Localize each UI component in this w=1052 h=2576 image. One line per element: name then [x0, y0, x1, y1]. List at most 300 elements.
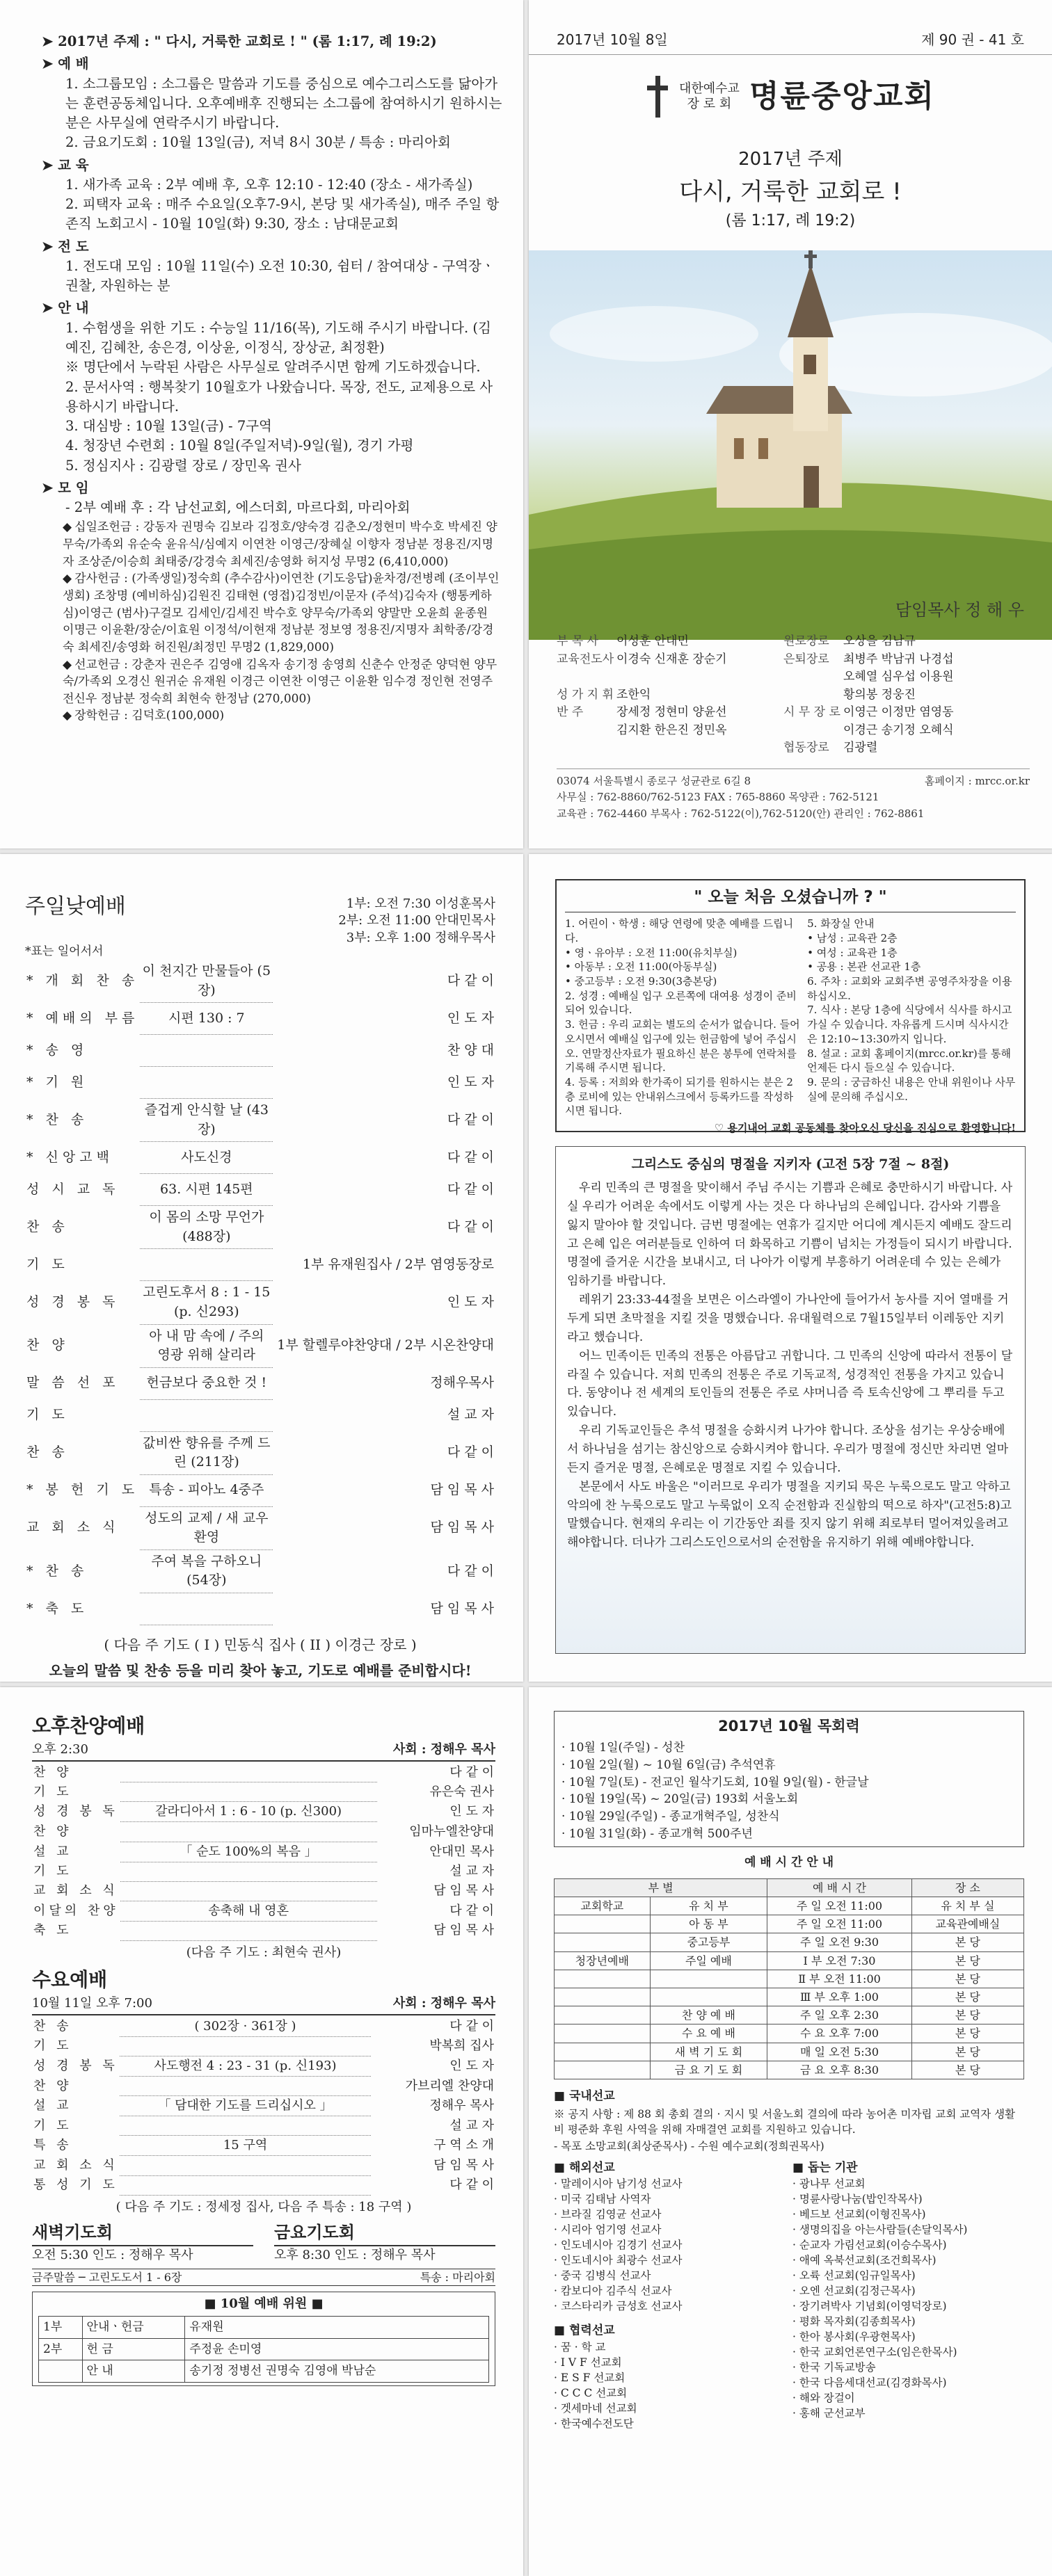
- worship-content: [120, 1921, 377, 1940]
- schedule-cell: 주 일 오후 2:30: [767, 2006, 912, 2024]
- worship-row: [25, 1549, 495, 1593]
- worship-content: [140, 1399, 273, 1431]
- worship-content: [140, 1067, 273, 1099]
- worship-role: 기 도: [33, 1864, 72, 1879]
- worship-row: [32, 2096, 495, 2116]
- relief-entry: · 한국 다음세대선교(김경화목사): [792, 2375, 1024, 2390]
- worship-leader: 다 같 이: [449, 1903, 494, 1918]
- duty-cell: 안 내: [82, 2360, 185, 2383]
- worship-leader: 유은숙 권사: [429, 1784, 494, 1799]
- worship-role: 찬 양: [33, 2078, 72, 2093]
- worship-content: [120, 1782, 377, 1802]
- announcement-item: 3. 대심방 : 10월 13일(금) - 7구역: [65, 418, 272, 435]
- schedule-cell: 교회학교: [555, 1897, 651, 1915]
- afternoon-next: (다음 주 기도 : 최현숙 권사): [186, 1945, 342, 1961]
- schedule-cell: 금 요 기 도 회: [650, 2061, 767, 2079]
- schedule-cell: 주 일 오전 11:00: [767, 1915, 912, 1933]
- worship-role: 교 회 소 식: [33, 1883, 118, 1899]
- schedule-row: [555, 2024, 1024, 2043]
- wednesday-title: 수요예배: [32, 1968, 108, 1992]
- worship-leader: 인 도 자: [447, 1294, 494, 1310]
- announcement-sections: [42, 54, 502, 517]
- worship-role: 기 도: [33, 1784, 72, 1799]
- meditation-paragraph: 레위기 23:33-44절을 보면은 이스라엘이 가나안에 들어가서 농사를 지어 열매를 거두게 되면 초막절을 지킬 것을 명했습니다. 유대월력으로 7월15일부터 이레동안 지키라고 했습니다.: [567, 1293, 1009, 1344]
- schedule-cell: Ⅲ 부 오후 1:00: [767, 1988, 912, 2006]
- theme-line: ➤ 2017년 주제 : " 다시, 거룩한 교회로 ! " (롬 1:17, 례 19:2): [42, 32, 502, 51]
- worship-role: 말 씀 선 포: [26, 1375, 120, 1391]
- dawn-title: 새벽기도회: [32, 2222, 113, 2242]
- denomination-line-1: 대한예수교: [679, 81, 740, 97]
- worship-role: 찬 송: [26, 1444, 69, 1460]
- section-heading: ➤ 예 배: [42, 54, 502, 74]
- staff-cell: [783, 686, 843, 705]
- schedule-cell: 본 당: [911, 2024, 1023, 2043]
- staff-row: [557, 633, 1030, 651]
- dawn-info: 오전 5:30 인도 : 정해우 목사: [32, 2245, 253, 2264]
- worship-content: 63. 시편 145편: [140, 1174, 273, 1206]
- worship-leader: 담 임 목 사: [430, 1520, 494, 1536]
- worship-row: [32, 1822, 495, 1842]
- relief-entry: · 평화 목자회(김종희목사): [792, 2314, 1024, 2329]
- worship-role: 찬 양: [33, 1764, 72, 1780]
- schedule-cell: [555, 1915, 651, 1933]
- staff-cell: 이영근 이정만 염영동: [843, 705, 954, 719]
- afternoon-time: 오후 2:30: [32, 1741, 88, 1757]
- announcement-item: 2. 피택자 교육 : 매주 수요일(오후7-9시, 본당 및 새가족실), 매주 주일 항존직 노회고시 - 10월 10일(화) 9:30, 장소 : 남대문교회: [65, 196, 500, 232]
- worship-role: 찬 양: [33, 1824, 72, 1839]
- schedule-title: 예 배 시 간 안 내: [744, 1855, 834, 1870]
- worship-content: [120, 2116, 372, 2136]
- worship-leader: 설 교 자: [447, 1407, 494, 1423]
- announcement-item: ※ 명단에서 누락된 사람은 사무실로 알려주시면 함께 기도하겠습니다.: [65, 359, 481, 376]
- relief-entry: · 광나무 선교회: [792, 2176, 1024, 2191]
- overseas-entry: · 코스타리카 금성호 선교사: [554, 2299, 786, 2314]
- schedule-cell: [650, 1988, 767, 2006]
- staff-cell: 원로장로: [783, 634, 829, 648]
- announcement-item: 1. 전도대 모임 : 10월 11일(수) 오전 10:30, 쉼터 / 참여대상 - 구역장ㆍ권찰, 자원하는 분: [65, 257, 495, 294]
- worship-leader: 다 같 이: [447, 1219, 494, 1235]
- relief-orgs-title: ■ 돕는 기관: [792, 2159, 1024, 2177]
- newcomer-info: 3. 헌금 : 우리 교회는 별도의 순서가 없습니다. 들어 오시면서 예배실 입구에 있는 헌금함에 넣어 주십시오. 연말정산자료가 필요하신 분은 봉투에 연락처를 기록해 주시면 됩니다.: [565, 1018, 800, 1074]
- worship-role: * 기 원: [26, 1074, 88, 1090]
- worship-row: [25, 1593, 495, 1625]
- schedule-row: [555, 1897, 1024, 1915]
- senior-pastor: 담임목사 정 해 우: [895, 600, 1024, 620]
- newcomer-info: 1. 어린이ㆍ학생 : 해당 연령에 맞춘 예배를 드립니다.: [565, 917, 794, 945]
- duty-cell: 1부: [39, 2316, 83, 2338]
- schedule-cell: Ⅰ 부 오전 7:30: [767, 1951, 912, 1970]
- schedule-cell: [555, 2024, 651, 2043]
- newcomer-info: • 아동부 : 오전 11:00(아동부실): [565, 960, 717, 974]
- relief-entry: · 한국 기독교방송: [792, 2360, 1024, 2375]
- worship-leader: 인 도 자: [449, 1804, 494, 1819]
- worship-row: [32, 2017, 495, 2037]
- worship-content: [120, 2077, 372, 2096]
- worship-row: [25, 960, 495, 1003]
- overseas-entry: · 인도네시아 최광수 선교사: [554, 2253, 786, 2268]
- duty-cell: 주정윤 손미영: [185, 2338, 489, 2360]
- schedule-cell: 금 요 오후 8:30: [767, 2061, 912, 2079]
- schedule-cell: 본 당: [911, 2061, 1023, 2079]
- worship-row: [32, 2175, 495, 2195]
- offering-list: [63, 519, 502, 725]
- domestic-missions-title: ■ 국내선교: [554, 2088, 1024, 2105]
- afternoon-leader: 사회 : 정해우 목사: [392, 1741, 495, 1757]
- offering-entry: ◆ 장학헌금 : 김덕호(100,000): [63, 707, 502, 725]
- worship-row: [25, 1035, 495, 1067]
- schedule-header: 부 별: [555, 1878, 767, 1897]
- worship-content: 값비싼 향유를 주께 드린 (211장): [140, 1431, 273, 1474]
- church-calendar: [554, 1711, 1024, 1847]
- worship-row: [32, 1921, 495, 1940]
- meditation-column: [555, 1146, 1026, 1654]
- worship-content: [140, 1593, 273, 1625]
- worship-content: 송축해 내 영혼: [120, 1901, 377, 1921]
- worship-content: 고린도후서 8 : 1 - 15 (p. 신293): [140, 1281, 273, 1324]
- duty-cell: [39, 2360, 83, 2383]
- wednesday-time: 10월 11일 오후 7:00: [32, 1995, 152, 2011]
- worship-leader: 담 임 목 사: [433, 2157, 494, 2173]
- schedule-row: [555, 1951, 1024, 1970]
- worship-role: * 축 도: [26, 1600, 88, 1616]
- worship-leader: 인 도 자: [447, 1074, 494, 1090]
- overseas-entry: · 미국 김태남 사역자: [554, 2191, 786, 2207]
- announcement-item: - 2부 예배 후 : 각 남선교회, 에스더회, 마르다회, 마리아회: [65, 499, 411, 516]
- staff-cell: 부 목 사: [557, 634, 599, 648]
- schedule-cell: 본 당: [911, 2043, 1023, 2061]
- worship-leader: 다 같 이: [447, 973, 494, 989]
- section-heading: ➤ 교 육: [42, 156, 502, 175]
- staff-row: [557, 704, 1030, 722]
- staff-row: [557, 651, 1030, 669]
- schedule-row: [555, 1970, 1024, 1988]
- staff-cell: 장세정 정현미 양윤선: [616, 705, 727, 719]
- schedule-cell: 교육관예배실: [911, 1915, 1023, 1933]
- worship-role: 찬 송: [33, 2019, 72, 2034]
- worship-content: [120, 1763, 377, 1782]
- newcomer-info-left: [565, 917, 800, 1118]
- schedule-cell: 본 당: [911, 1933, 1023, 1951]
- worship-content: [120, 2036, 372, 2056]
- worship-role: 설 교: [33, 1844, 72, 1859]
- worship-content: 성도의 교제 / 새 교우 환영: [140, 1506, 273, 1549]
- staff-cell: 성 가 지 휘: [557, 687, 614, 702]
- schedule-cell: 주 일 오전 11:00: [767, 1897, 912, 1915]
- staff-cell: [616, 739, 783, 757]
- staff-cell: [783, 668, 843, 686]
- schedule-cell: 유 치 부: [650, 1897, 767, 1915]
- overseas-entry: · 중국 김병식 선교사: [554, 2268, 786, 2283]
- schedule-cell: 매 일 오전 5:30: [767, 2043, 912, 2061]
- cooperative-missions: [554, 2340, 786, 2431]
- calendar-entry: · 10월 31일(화) - 종교개혁 500주년: [561, 1826, 753, 1841]
- worship-row: [25, 1474, 495, 1506]
- worship-content: 「 순도 100%의 복음 」: [120, 1842, 377, 1862]
- coop-entry: · C C C 선교회: [554, 2385, 786, 2401]
- afternoon-wednesday-page: [0, 1687, 523, 2576]
- worship-row: [25, 1067, 495, 1099]
- worship-row: [32, 1802, 495, 1822]
- schedule-row: [555, 1915, 1024, 1933]
- schedule-header: 예 배 시 간: [767, 1878, 912, 1897]
- schedule-cell: 아 동 부: [650, 1915, 767, 1933]
- overseas-entry: · 시리아 엄기영 선교사: [554, 2222, 786, 2237]
- church-logo: [529, 74, 1052, 119]
- worship-row: [25, 1399, 495, 1431]
- worship-content: 갈라디아서 1 : 6 - 10 (p. 신300): [120, 1802, 377, 1822]
- worship-row: [32, 2116, 495, 2136]
- coop-entry: · I V F 선교회: [554, 2355, 786, 2370]
- worship-leader: 담 임 목 사: [430, 1482, 494, 1498]
- relief-entry: · 해와 장걸이: [792, 2390, 1024, 2406]
- worship-leader: 가브리엘 찬양대: [405, 2078, 494, 2093]
- calendar-title: 2017년 10월 목회력: [718, 1718, 860, 1734]
- worship-row: [32, 1881, 495, 1901]
- schedule-cell: 찬 양 예 배: [650, 2006, 767, 2024]
- church-illustration: [529, 250, 1052, 640]
- worship-row: [25, 1281, 495, 1324]
- afternoon-order: [32, 1763, 495, 1941]
- domestic-item: - 목포 소망교회(최상준목사) - 수원 예수교회(정희권목사): [554, 2139, 824, 2152]
- worship-row: [25, 1174, 495, 1206]
- schedule-cell: 본 당: [911, 1970, 1023, 1988]
- duty-cell: 안내ㆍ헌금: [82, 2316, 185, 2338]
- worship-leader: 설 교 자: [449, 1864, 494, 1879]
- worship-role: * 찬 송: [26, 1563, 88, 1579]
- domestic-missions: [554, 2107, 1024, 2154]
- staff-cell: [557, 668, 616, 686]
- worship-leader: 임마누엘찬양대: [409, 1824, 494, 1839]
- worship-leader: 다 같 이: [447, 1112, 494, 1127]
- worship-row: [32, 2077, 495, 2096]
- staff-cell: 교육전도사: [557, 652, 614, 666]
- relief-entry: · 한국 교회언론연구소(임은한목사): [792, 2344, 1024, 2360]
- worship-role: * 예배의 부름: [26, 1010, 139, 1026]
- duty-cell: 헌 금: [82, 2338, 185, 2360]
- worship-row: [32, 2136, 495, 2156]
- staff-cell: [616, 668, 783, 686]
- schedule-row: [555, 2006, 1024, 2024]
- relief-entry: · 명륜사랑나눔(밥인작목사): [792, 2191, 1024, 2207]
- bulletin-volume: 제 90 권 - 41 호: [921, 31, 1024, 48]
- schedule-cell: 중고등부: [650, 1933, 767, 1951]
- offering-entry: ◆ 십일조헌금 : 강동자 권명숙 김보라 김정호/양숙경 김춘오/정현미 박수호 박세진 양무숙/가족외 유순숙 윤유식/심예지 이연찬 이영근/장혜실 이향자 정남분 정용진/지명자 조상준/이승희 최태중/강경숙 최세진/송영화 허지성 무명2 (6,410,000): [63, 519, 502, 570]
- church-contact: [557, 768, 1030, 822]
- worship-leader: 찬 양 대: [447, 1042, 494, 1058]
- overseas-entry: · 말레이시아 남기성 선교사: [554, 2176, 786, 2191]
- worship-schedule-table: [554, 1878, 1024, 2079]
- calendar-entry: · 10월 7일(토) - 전교인 월삭기도회, 10월 9일(월) - 한글날: [561, 1775, 869, 1789]
- welcome-message: ♡ 용기내어 교회 공동체를 찾아오신 당신을 진심으로 환영합니다!: [714, 1121, 1016, 1134]
- church-name: 명륜중앙교회: [749, 79, 935, 114]
- schedule-cell: 수 요 오후 7:00: [767, 2024, 912, 2043]
- staff-cell: 이성훈 안대민: [616, 634, 689, 648]
- service-times: [338, 896, 495, 947]
- relief-entry: · 홍해 군선교부: [792, 2406, 1024, 2421]
- staff-cell: [557, 739, 616, 757]
- overseas-missions: [554, 2176, 786, 2314]
- worship-role: * 송 영: [26, 1042, 88, 1058]
- worship-row: [32, 2156, 495, 2175]
- duty-row: [39, 2338, 489, 2360]
- worship-row: [25, 1142, 495, 1174]
- sunday-order-of-worship: [25, 960, 495, 1625]
- newcomer-title: " 오늘 처음 오셨습니까 ? ": [565, 886, 1016, 912]
- worship-leader: 1부 할렐루야찬양대 / 2부 시온찬양대: [277, 1337, 494, 1353]
- calendar-missions-page: [529, 1687, 1052, 2576]
- worship-leader: 인 도 자: [447, 1010, 494, 1026]
- announcements-page: [0, 0, 523, 848]
- offering-entry: ◆ 감사헌금 : (가족생일)정숙희 (추수감사)이연찬 (기도응답)윤차경/전병례 (조이부인생회) 조창명 (예비하심)김원진 김태현 (영접)김정빈/이문자 (주석)김숙자 (행통케하심)이영근 (범사)구걸모 김세인/김세진 박수호 양무숙/가족외 양말만 오윤희 윤종원 이명근 이윤환/장순/이효원 이정석/이현재 정남분 정보영 정용진/지명자 최학종/강경숙 최세진/송영화 허진원/최정민 무명2 (1,829,000): [63, 570, 502, 656]
- worship-content: [140, 1249, 273, 1281]
- cross-icon: [646, 76, 669, 118]
- cooperative-missions-title: ■ 협력선교: [554, 2322, 786, 2340]
- duty-cell: 유재원: [185, 2316, 489, 2338]
- newcomer-info: 7. 식사 : 본당 1층에 식당에서 식사를 하시고 가실 수 있습니다. 자유롭게 드시며 식사시간은 12:10~13:30까지 입니다.: [807, 1004, 1012, 1045]
- staff-cell: 황의봉 정웅진: [843, 687, 916, 702]
- duty-table: [38, 2316, 489, 2383]
- newcomer-info: • 남성 : 교육관 2층: [807, 932, 898, 945]
- worship-leader: 정해우 목사: [429, 2098, 494, 2114]
- worship-role: 성 경 봉 독: [26, 1294, 120, 1310]
- worship-row: [32, 1782, 495, 1802]
- schedule-cell: [555, 2043, 651, 2061]
- church-address: 03074 서울특별시 종로구 성균관로 6길 8: [557, 775, 751, 787]
- worship-content: 이 천지간 만물들아 (5장): [140, 960, 273, 1003]
- worship-leader: 다 같 이: [447, 1182, 494, 1198]
- next-prayer: ( 다음 주 기도 ( I ) 민동식 집사 ( II ) 이경근 장로 ): [104, 1636, 417, 1653]
- schedule-cell: [555, 1970, 651, 1988]
- worship-content: 즐겁게 안식할 날 (43장): [140, 1099, 273, 1142]
- duty-cell: 송기정 정병선 권명숙 김영애 박남순: [185, 2360, 489, 2383]
- worship-row: [32, 1862, 495, 1881]
- standing-note: *표는 일어서서: [25, 944, 104, 958]
- staff-cell: 조한익: [616, 687, 651, 702]
- announcement-item: 1. 새가족 교육 : 2부 예배 후, 오후 12:10 - 12:40 (장소 - 새가족실): [65, 176, 473, 193]
- coop-entry: · E S F 선교회: [554, 2370, 786, 2385]
- worship-role: 설 교: [33, 2098, 72, 2114]
- overseas-missions-title: ■ 해외선교: [554, 2159, 786, 2177]
- coop-entry: · 겟세마네 선교회: [554, 2401, 786, 2416]
- worship-content: ( 302장 · 361장 ): [120, 2017, 372, 2037]
- duty-cell: 2부: [39, 2338, 83, 2360]
- worship-content: [120, 2175, 372, 2195]
- worship-role: * 신앙고백: [26, 1150, 113, 1166]
- friday-title: 금요기도회: [274, 2222, 355, 2242]
- theme-year: 2017년 주제: [738, 148, 843, 170]
- staff-cell: 이경숙 신재훈 장순기: [616, 652, 727, 666]
- worship-role: 이달의 찬양: [33, 1903, 119, 1918]
- worship-leader: 다 같 이: [449, 2019, 494, 2034]
- theme-main: 다시, 거룩한 교회로 !: [679, 178, 902, 207]
- schedule-header-row: [555, 1878, 1024, 1897]
- relief-entry: · 오엔 선교회(김정근목사): [792, 2283, 1024, 2299]
- schedule-cell: 수 요 예 배: [650, 2024, 767, 2043]
- staff-cell: 김광렬: [843, 741, 878, 755]
- staff-cell: 오혜열 심우섭 이용원: [843, 670, 954, 684]
- worship-row: [25, 1003, 495, 1035]
- worship-role: 교 회 소 식: [33, 2157, 118, 2173]
- newcomer-info: • 영ㆍ유아부 : 오전 11:00(유치부실): [565, 946, 738, 959]
- schedule-cell: 유 치 부 실: [911, 1897, 1023, 1915]
- worship-role: 통 성 기 도: [33, 2177, 118, 2193]
- calendar-entry: · 10월 29일(주일) - 종교개혁주일, 성찬식: [561, 1810, 780, 1824]
- worship-content: [120, 1822, 377, 1842]
- weekly-reading: 금주말씀 ─ 고린도도서 1 - 6장: [32, 2270, 182, 2284]
- staff-row: [557, 668, 1030, 686]
- worship-role: * 찬 송: [26, 1112, 88, 1127]
- calendar-entry: · 10월 2일(월) ~ 10월 6일(금) 추석연휴: [561, 1758, 776, 1773]
- worship-row: [32, 2056, 495, 2077]
- worship-leader: 인 도 자: [449, 2059, 494, 2073]
- newcomer-info: 5. 화장실 안내: [807, 917, 875, 931]
- newcomer-info: • 공용 : 본관 선교관 1층: [807, 960, 921, 974]
- schedule-cell: [555, 2061, 651, 2079]
- coop-entry: · 한국예수전도단: [554, 2416, 786, 2431]
- meditation-title: 그리스도 중심의 명절을 지키자 (고전 5장 7절 ~ 8절): [631, 1157, 950, 1172]
- relief-orgs: [792, 2176, 1024, 2421]
- worship-role: 찬 양: [26, 1337, 69, 1353]
- schedule-cell: [555, 2006, 651, 2024]
- schedule-cell: 본 당: [911, 2006, 1023, 2024]
- cover-page: [529, 0, 1052, 848]
- staff-cell: 최병주 박남귀 나경섭: [843, 652, 954, 666]
- worship-content: 주여 복을 구하오니 (54장): [140, 1549, 273, 1593]
- relief-entry: · 애예 옥북선교회(조건희목사): [792, 2253, 1024, 2268]
- section-heading: ➤ 모 임: [42, 478, 502, 498]
- staff-cell: 반 주: [557, 705, 584, 719]
- year-theme: [529, 147, 1052, 232]
- staff-cell: 오상을 김남규: [843, 634, 916, 648]
- worship-content: 이 몸의 소망 무언가 (488장): [140, 1206, 273, 1249]
- schedule-cell: 본 당: [911, 1988, 1023, 2006]
- meditation-paragraph: 우리 기독교인들은 추석 명절을 승화시켜 나가야 합니다. 조상을 섬기는 우상숭배에서 하나님을 섬기는 참신앙으로 승화시켜야 합니다. 우리가 명절에 정신만 차리면 얼마든지 즐거운 명절, 은혜로운 명절로 지킬 수 있습니다.: [567, 1424, 1009, 1475]
- worship-row: [32, 1842, 495, 1862]
- schedule-cell: 새 벽 기 도 회: [650, 2043, 767, 2061]
- denomination-line-2: 장 로 회: [687, 96, 732, 111]
- staff-cell: [557, 722, 616, 740]
- newcomer-info: 6. 주차 : 교회와 교회주변 공영주차장을 이용하십시오.: [807, 975, 1012, 1002]
- meditation-paragraph: 본문에서 사도 바울은 "이러므로 우리가 명절을 지키되 묵은 누룩으로도 말고 악하고 악의에 찬 누룩으로도 말고 누룩없이 오직 순전함과 진실함의 떡으로 하자"(고전5:8)고 말했습니다. 현재의 우리는 이 기간동안 죄를 짓지 않기 위해 죄로부터 멀어져있을려고 해야합니다. 더나가 그리스도인으로서의 순전함을 유지하기 위해 예배야합니다.: [567, 1479, 1012, 1550]
- newcomer-box: [555, 879, 1026, 1132]
- newcomer-info: 8. 설교 : 교회 홈페이지(mrcc.or.kr)를 통해 언제든 다시 들으실 수 있습니다.: [807, 1047, 1011, 1074]
- worship-content: 아 내 맘 속에 / 주의 영광 위해 살리라: [140, 1324, 273, 1367]
- schedule-cell: 청장년예배: [555, 1951, 651, 1970]
- schedule-row: [555, 1988, 1024, 2006]
- worship-content: 15 구역: [120, 2136, 372, 2156]
- wednesday-order: [32, 2017, 495, 2196]
- service-time: 2부: 오전 11:00 안대민목사: [338, 913, 495, 928]
- newcomer-info: • 여성 : 교육관 1층: [807, 946, 898, 959]
- announcement-item: 2. 문서사역 : 행복찾기 10월호가 나왔습니다. 목장, 전도, 교제용으로 사용하시기 바랍니다.: [65, 378, 493, 414]
- relief-entry: · 장기려박사 기념회(이영덕장로): [792, 2299, 1024, 2314]
- worship-row: [32, 1763, 495, 1782]
- worship-row: [25, 1099, 495, 1142]
- worship-content: [140, 1035, 273, 1067]
- calendar-entry: · 10월 1일(주일) - 성찬: [561, 1741, 685, 1755]
- service-time: 1부: 오전 7:30 이성훈목사: [346, 896, 495, 911]
- schedule-cell: [555, 1933, 651, 1951]
- newcomer-info: 2. 성경 : 예배실 입구 오른쪽에 대여용 성경이 준비되어 있습니다.: [565, 989, 797, 1017]
- offering-entry: ◆ 선교헌금 : 강춘자 권은주 김영애 김옥자 송기정 송영희 신춘수 안정준 양덕현 양무숙/가족외 오경신 원귀순 유재원 이경근 이연찬 이영근 이윤환 임수경 정인현 전영주 전신우 정남분 정숙희 최현숙 한정남 (270,000): [63, 657, 502, 708]
- sunday-worship-page: [0, 854, 523, 1682]
- worship-role: 찬 송: [26, 1219, 69, 1235]
- worship-leader: 안대민 목사: [429, 1844, 494, 1859]
- worship-row: [32, 1901, 495, 1921]
- schedule-row: [555, 2061, 1024, 2079]
- worship-role: 축 도: [33, 1923, 72, 1938]
- schedule-cell: 주 일 오전 9:30: [767, 1933, 912, 1951]
